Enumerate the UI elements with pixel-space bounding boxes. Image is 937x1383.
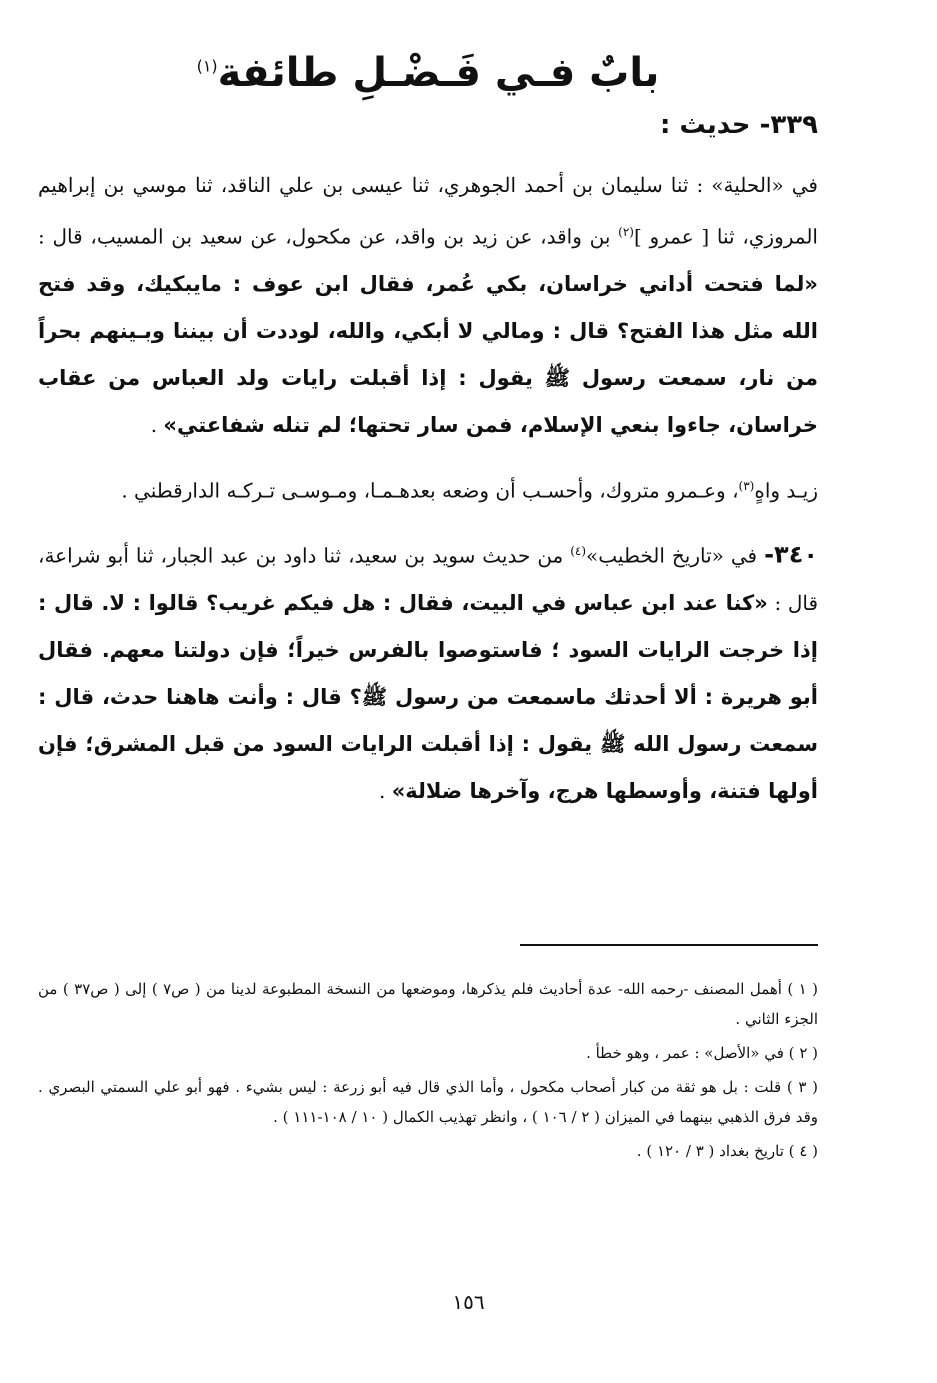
chapter-title <box>38 50 818 96</box>
footnote-1: ( ١ ) أهمل المصنف -رحمه الله- عدة أحاديث فلم يذكرها، وموضعها من النسخة المطبوعة لدينا من ( ص٧ ) إلى ( ص٣٧ ) من الجزء الثاني . <box>38 980 819 1028</box>
commentary-text-cont: ، وعـمرو متروك، وأحسـب أن وضعه بعدهـمـا، ومـوسـى تـركـه الدارقطني . <box>121 478 739 503</box>
hadith-339-matn: «لما فتحت أداني خراسان، بكي عُمر، فقال ابن عوف : مايبكيك، وقد فتح الله مثل هذا الفتح؟ قال : ومالي لا أبكي، والله، لوددت أن بيننا وبـينهم بحراً من نار، سمعت رسول ﷺ يقول : إذا أقبلت رايات ولد العباس من عقاب خراسان، جاءوا بنعي الإسلام، فمن سار تحتها؛ لم تنله شفاعتي» <box>38 271 818 437</box>
hadith-339-chain-cont: بن واقد، عن زيد بن واقد، عن مكحول، عن سعيد بن المسيب، قال : <box>38 224 619 249</box>
main-text <box>38 50 818 829</box>
page-number: ١٥٦ <box>452 1290 485 1314</box>
hadith-339-commentary <box>38 463 818 515</box>
hadith-339-chain: في «الحلية» : ثنا سليمان بن أحمد الجوهري، ثنا عيسى بن علي الناقد، ثنا موسي بن إبراهيم المروزي، ثنا [ عمرو ] <box>38 173 818 249</box>
footnote-ref-2: (٢) <box>618 225 634 239</box>
hadith-340-source: في «تاريخ الخطيب» <box>586 543 765 568</box>
hadith-340-matn: «كنا عند ابن عباس في البيت، فقال : هل فيكم غريب؟ قالوا : لا. قال : إذا خرجت الرايات السود ؛ فاستوصوا بالفرس خيراً؛ فإن دولتنا معهم. فقال أبو هريرة : ألا أحدثك ماسمعت من رسول ﷺ؟ قال : وأنت هاهنا حدث، قال : سمعت رسول الله ﷺ يقول : إذا أقبلت الرايات السود من قبل المشرق؛ فإن أولها فتنة، وأوسطها هرج، وآخرها ضلالة» <box>38 590 818 803</box>
hadith-339-end: . <box>150 412 164 437</box>
hadith-339-heading: ٣٣٩- حديث : <box>660 110 818 140</box>
chapter-title-ref: (١) <box>196 56 218 76</box>
footnote-2: ( ٢ ) في «الأصل» : عمر ، وهو خطأ . <box>586 1044 818 1062</box>
footnote-divider <box>520 944 818 946</box>
footnote-ref-3: (٣) <box>738 478 755 493</box>
hadith-340-text <box>38 528 818 815</box>
footnote-ref-4: (٤) <box>570 544 587 559</box>
hadith-340-number: ٣٤٠- <box>764 540 818 569</box>
hadith-340-chain: من حديث سويد بن سعيد، ثنا داود بن عبد الجبار، ثنا أبو شراعة، قال : <box>38 543 819 615</box>
footnote-4: ( ٤ ) تاريخ بغداد ( ٣ / ١٢٠ ) . <box>636 1142 818 1160</box>
footnotes <box>38 974 818 1170</box>
hadith-339-text <box>38 162 818 449</box>
commentary-text: زيـد واهٍ <box>754 478 818 503</box>
chapter-title-text: بابٌ فـي فَـضْـلِ طائفة <box>217 50 660 96</box>
hadith-340-end: . <box>379 778 392 803</box>
footnote-3: ( ٣ ) قلت : بل هو ثقة من كبار أصحاب مكحول ، وأما الذي قال فيه أبو زرعة : ليس بشيء . فهو أبو علي السمتي البصري . وقد فرق الذهبي بينهما في الميزان ( ٢ / ١٠٦ ) ، وانظر تهذيب الكمال ( ١٠ / ١٠٨-١١١ ) . <box>38 1078 818 1126</box>
